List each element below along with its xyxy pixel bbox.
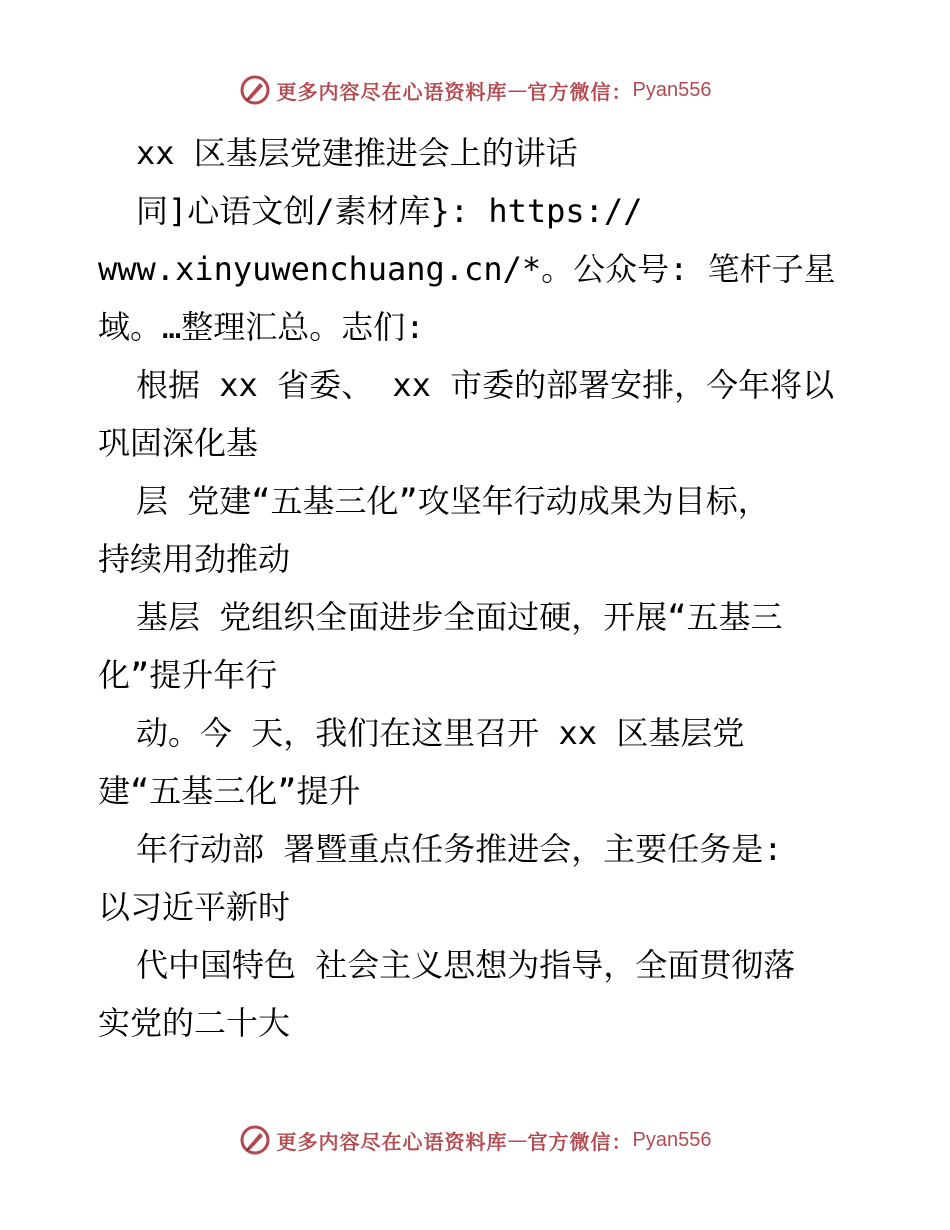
pen-logo-icon bbox=[239, 1124, 271, 1156]
text-line: 根据 xx 省委、 xx 市委的部署安排，今年将以 bbox=[136, 366, 835, 404]
text-line: www.xinyuwenchuang.cn/*。公众号: 笔杆子星 bbox=[98, 250, 836, 288]
text-line: 代中国特色 社会主义思想为指导，全面贯彻落 bbox=[136, 946, 796, 984]
banner-account: Pyan556 bbox=[632, 78, 712, 101]
pen-logo-icon bbox=[239, 74, 271, 106]
header-watermark-banner bbox=[0, 72, 950, 108]
banner-title: 更多内容尽在心语资料库 bbox=[276, 79, 508, 104]
text-line: 基层 党组织全面进步全面过硬，开展“五基三 bbox=[136, 598, 783, 636]
text-line: 巩固深化基 bbox=[98, 424, 259, 462]
document-title: xx 区基层党建推进会上的讲话 bbox=[136, 134, 578, 172]
document-body bbox=[98, 124, 878, 1052]
text-line: 域。…整理汇总。志们: bbox=[98, 308, 425, 346]
text-line: 化”提升年行 bbox=[98, 656, 278, 694]
banner-separator: — bbox=[507, 1128, 528, 1152]
text-line: 动。今 天，我们在这里召开 xx 区基层党 bbox=[136, 714, 745, 752]
banner-title: 更多内容尽在心语资料库 bbox=[276, 1129, 508, 1154]
text-line: 层 党建“五基三化”攻坚年行动成果为目标， bbox=[136, 482, 770, 520]
text-line: 实党的二十大 bbox=[98, 1004, 291, 1042]
text-line: 持续用劲推动 bbox=[98, 540, 291, 578]
banner-official-label: 官方微信： bbox=[527, 1129, 633, 1154]
text-line: 同]心语文创/素材库}: https:// bbox=[136, 192, 643, 230]
banner-account: Pyan556 bbox=[632, 1128, 712, 1151]
banner-separator: — bbox=[507, 78, 528, 102]
footer-watermark-banner bbox=[0, 1122, 950, 1158]
text-line: 年行动部 署暨重点任务推进会，主要任务是: bbox=[136, 830, 783, 868]
banner-official-label: 官方微信： bbox=[527, 79, 633, 104]
text-line: 以习近平新时 bbox=[98, 888, 291, 926]
text-line: 建“五基三化”提升 bbox=[98, 772, 361, 810]
